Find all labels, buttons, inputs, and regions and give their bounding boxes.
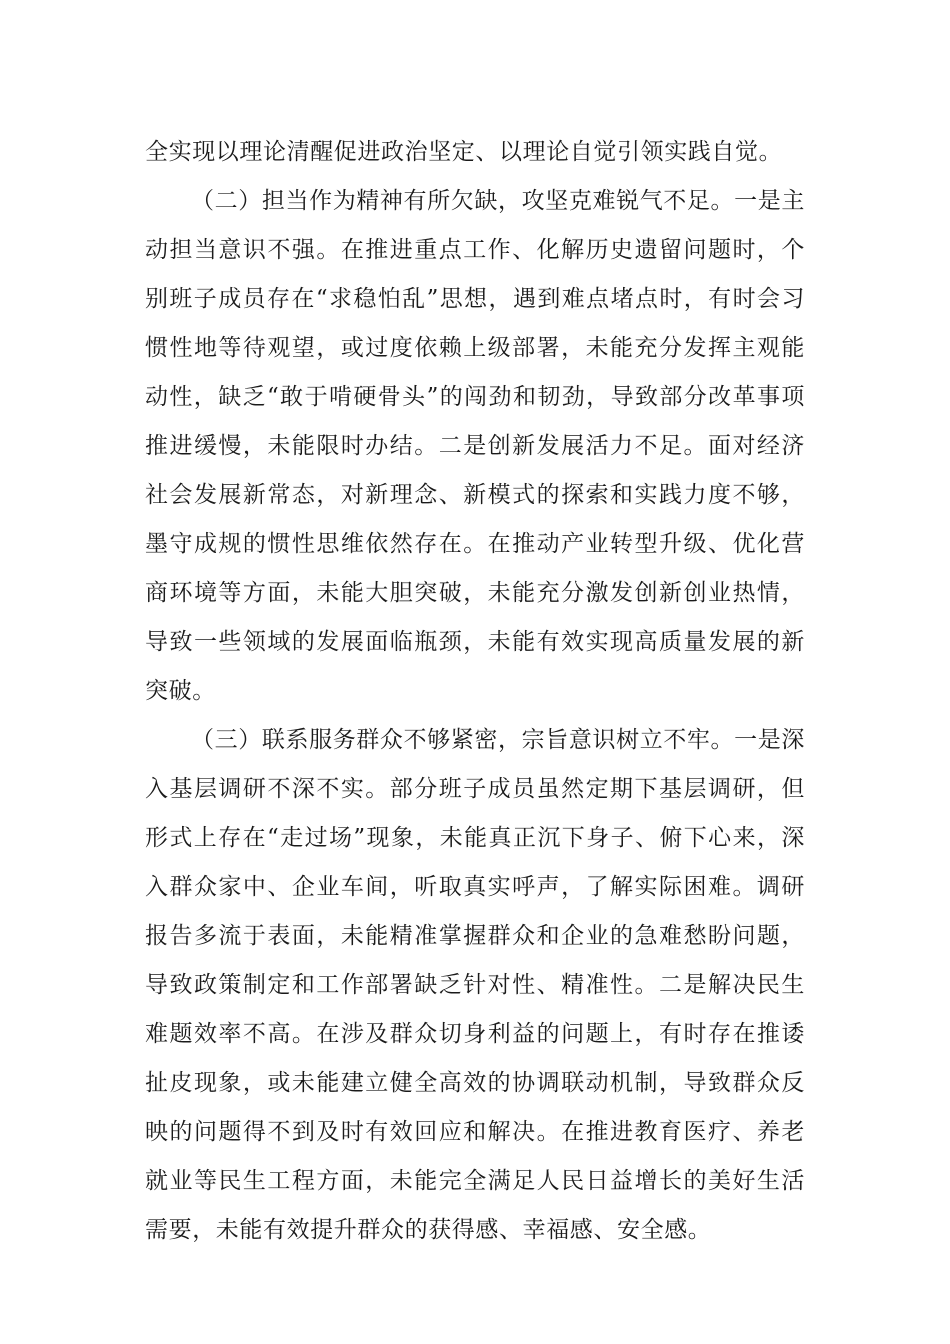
paragraph-section-two: （二）担当作为精神有所欠缺，攻坚克难锐气不足。一是主动担当意识不强。在推进重点工作、化解历史遗留问题时，个别班子成员存在“求稳怕乱”思想，遇到难点堵点时，有时会习惯性地等待观望，或过度依赖上级部署，未能充分发挥主观能动性，缺乏“敢于啃硬骨头”的闯劲和韧劲，导致部分改革事项推进缓慢，未能限时办结。二是创新发展活力不足。面对经济社会发展新常态，对新理念、新模式的探索和实践力度不够，墨守成规的惯性思维依然存在。在推动产业转型升级、优化营商环境等方面，未能大胆突破，未能充分激发创新创业热情，导致一些领域的发展面临瓶颈，未能有效实现高质量发展的新突破。: [145, 188, 805, 704]
paragraph-continuation: 全实现以理论清醒促进政治坚定、以理论自觉引领实践自觉。: [145, 139, 783, 165]
paragraph-section-three: （三）联系服务群众不够紧密，宗旨意识树立不牢。一是深入基层调研不深不实。部分班子成员虽然定期下基层调研，但形式上存在“走过场”现象，未能真正沉下身子、俯下心来，深入群众家中、企业车间，听取真实呼声，了解实际困难。调研报告多流于表面，未能精准掌握群众和企业的急难愁盼问题，导致政策制定和工作部署缺乏针对性、精准性。二是解决民生难题效率不高。在涉及群众切身利益的问题上，有时存在推诿扯皮现象，或未能建立健全高效的协调联动机制，导致群众反映的问题得不到及时有效回应和解决。在推进教育医疗、养老就业等民生工程方面，未能完全满足人民日益增长的美好生活需要，未能有效提升群众的获得感、幸福感、安全感。: [145, 727, 805, 1243]
document-body: [145, 128, 805, 1255]
